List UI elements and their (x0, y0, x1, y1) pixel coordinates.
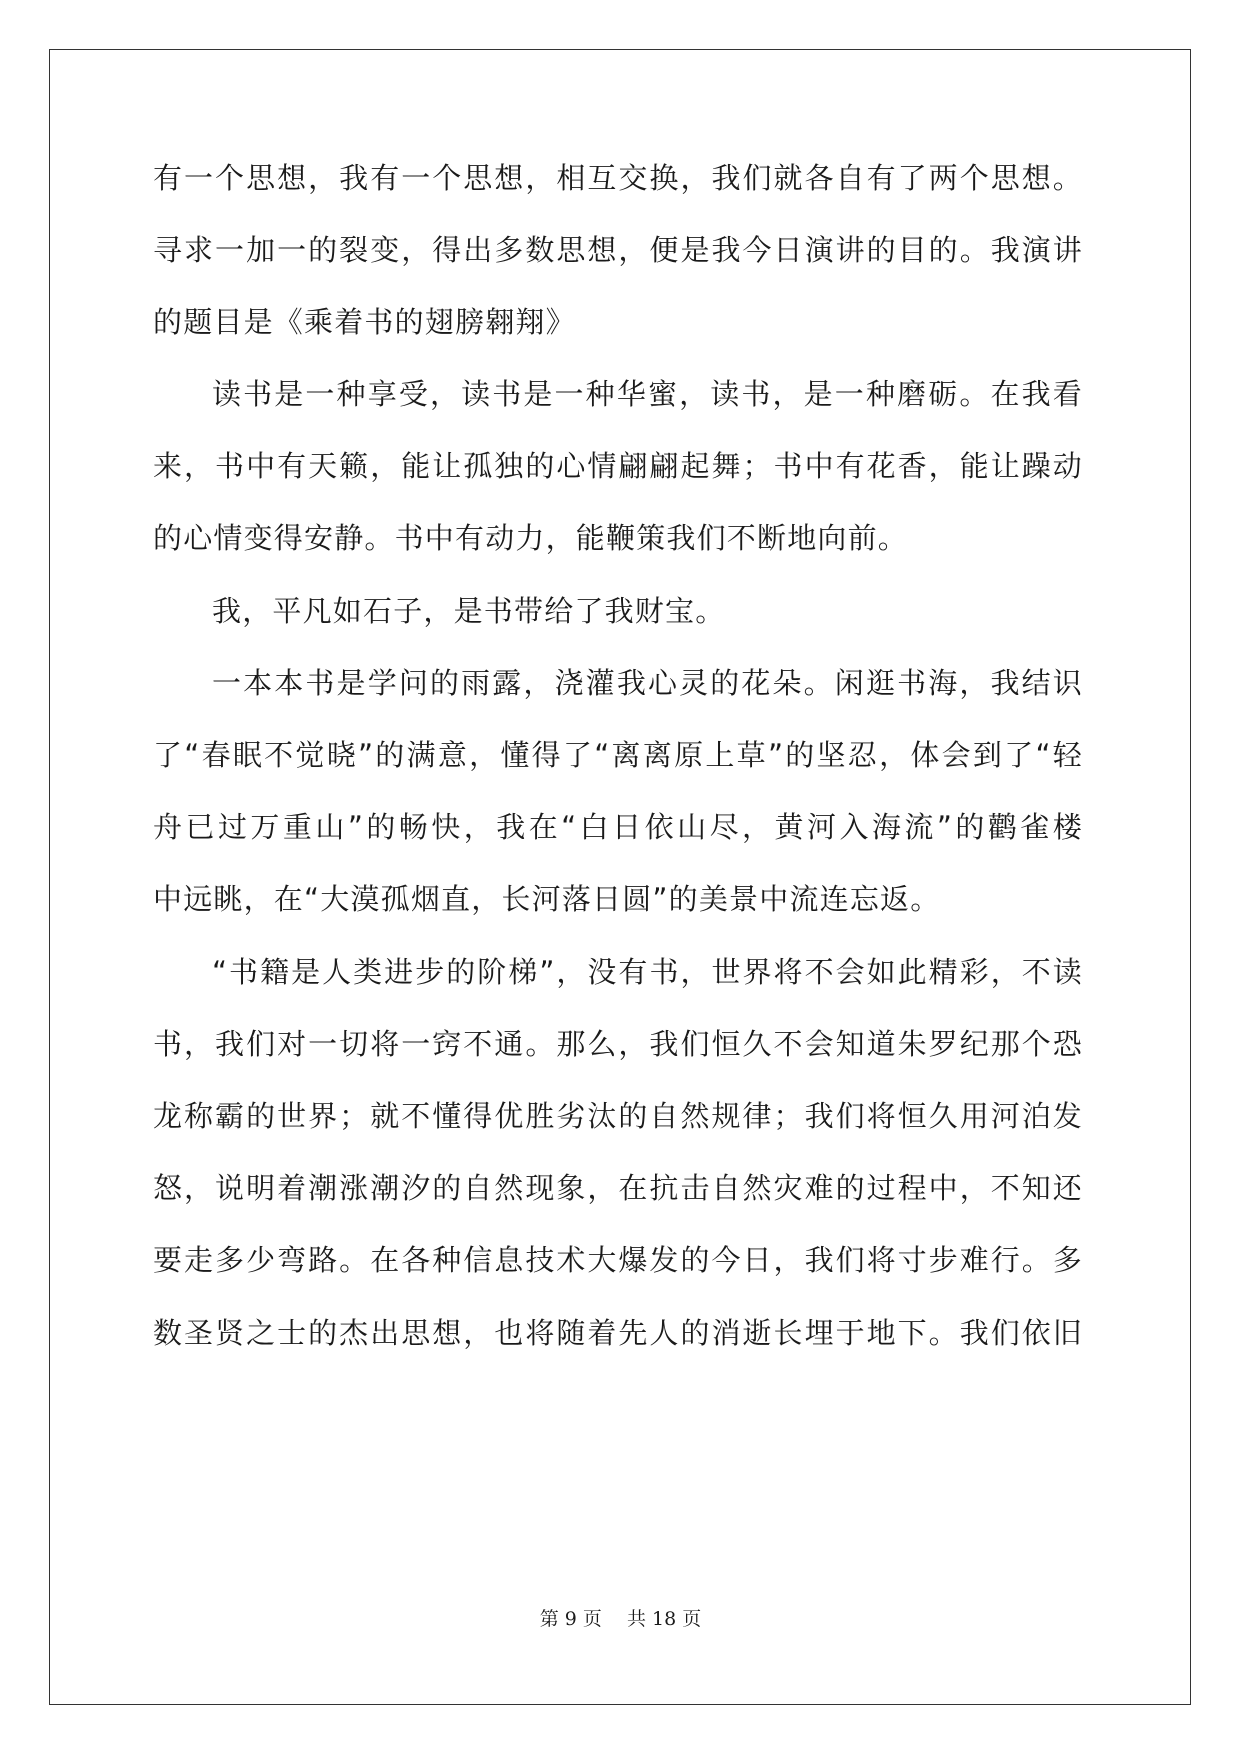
page-number: 第 9 页 共 18 页 (539, 1608, 702, 1630)
paragraph-line: 来，书中有天籁，能让孤独的心情翩翩起舞；书中有花香，能让躁动 (153, 449, 1083, 483)
paragraph-line: 寻求一加一的裂变，得出多数思想，便是我今日演讲的目的。我演讲 (153, 233, 1083, 267)
paragraph-line: 数圣贤之士的杰出思想，也将随着先人的消逝长埋于地下。我们依旧 (153, 1316, 1083, 1350)
paragraph-line: 的题目是《乘着书的翅膀翱翔》 (153, 305, 576, 339)
paragraph-line: 读书是一种享受，读书是一种华蜜，读书，是一种磨砺。在我看 (212, 377, 1083, 411)
paragraph-line: 书，我们对一切将一窍不通。那么，我们恒久不会知道朱罗纪那个恐 (153, 1027, 1083, 1061)
paragraph-line: 一本本书是学问的雨露，浇灌我心灵的花朵。闲逛书海，我结识 (212, 666, 1083, 700)
paragraph-line: 怒，说明着潮涨潮汐的自然现象，在抗击自然灾难的过程中，不知还 (153, 1171, 1083, 1205)
paragraph-line: 舟已过万重山”的畅快，我在“白日依山尽，黄河入海流”的鹳雀楼 (153, 810, 1083, 844)
paragraph-line: 中远眺，在“大漠孤烟直，长河落日圆”的美景中流连忘返。 (153, 882, 941, 916)
paragraph-line: 要走多少弯路。在各种信息技术大爆发的今日，我们将寸步难行。多 (153, 1243, 1083, 1277)
paragraph-line: 了“春眠不觉晓”的满意，懂得了“离离原上草”的坚忍，体会到了“轻 (153, 738, 1083, 772)
paragraph-line: 的心情变得安静。书中有动力，能鞭策我们不断地向前。 (153, 521, 909, 555)
paragraph-line: 龙称霸的世界；就不懂得优胜劣汰的自然规律；我们将恒久用河泊发 (153, 1099, 1083, 1133)
paragraph-line: “书籍是人类进步的阶梯”，没有书，世界将不会如此精彩，不读 (212, 955, 1083, 989)
page-border (49, 49, 1191, 1705)
paragraph-line: 我，平凡如石子，是书带给了我财宝。 (212, 594, 726, 628)
paragraph-line: 有一个思想，我有一个思想，相互交换，我们就各自有了两个思想。 (153, 161, 1083, 195)
